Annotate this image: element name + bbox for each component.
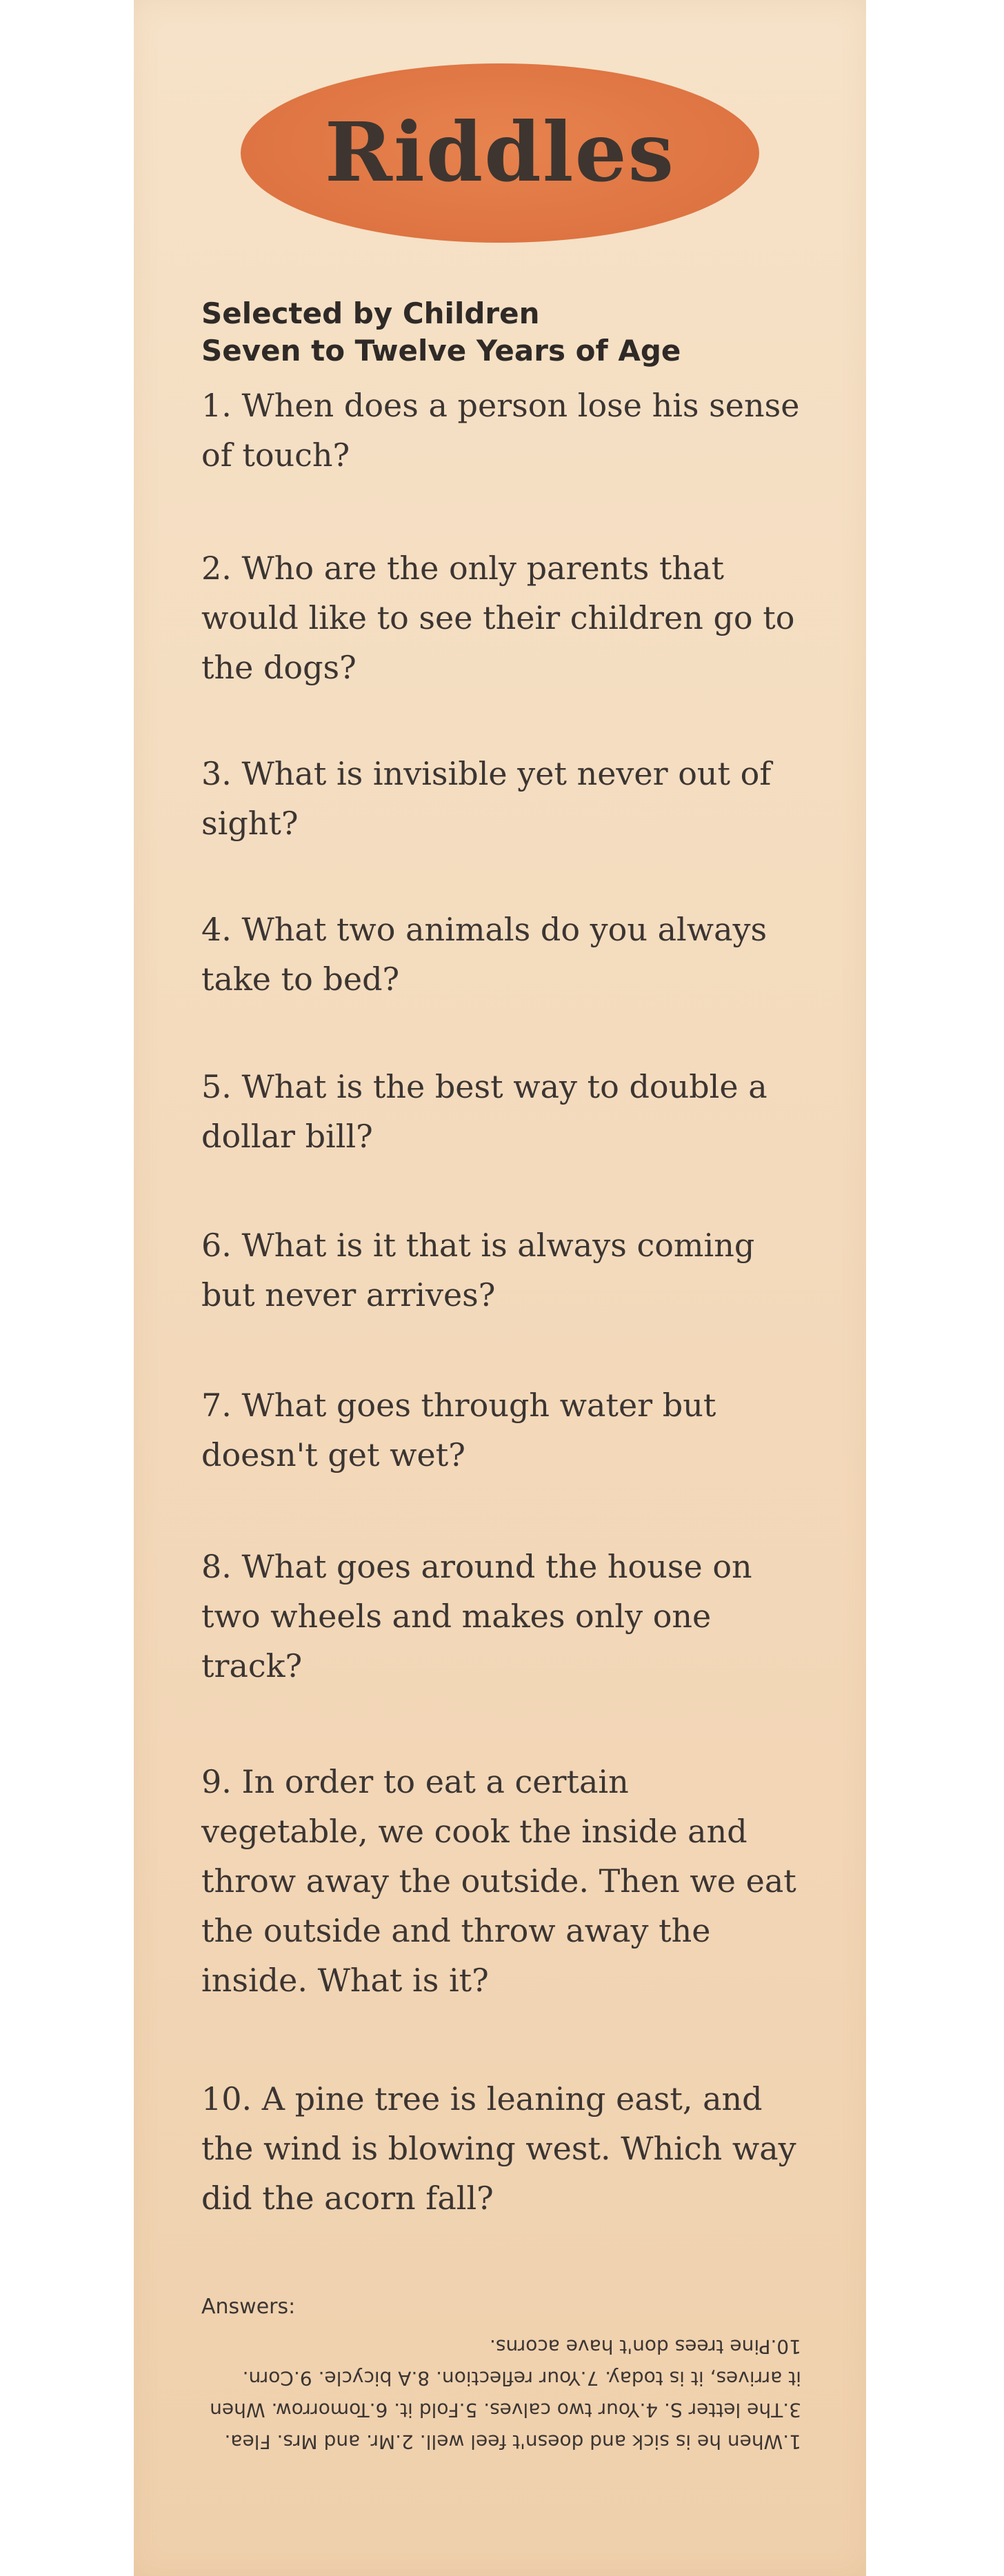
answers-label: Answers:	[201, 2295, 296, 2319]
riddle-1: 1. When does a person lose his sense of touch?	[201, 387, 800, 474]
riddle-6: 6. What is it that is always coming but never arrives?	[201, 1227, 755, 1314]
riddle-5: 5. What is the best way to double a dollar bill?	[201, 1068, 767, 1155]
title-oval	[241, 63, 759, 243]
subtitle: Selected by Children Seven to Twelve Years of Age	[201, 296, 681, 368]
riddle-3: 3. What is invisible yet never out of sight?	[201, 755, 772, 842]
riddle-7: 7. What goes through water but doesn't get wet?	[201, 1387, 716, 1473]
riddle-8: 8. What goes around the house on two wheels and makes only one track?	[201, 1548, 752, 1684]
riddle-10: 10. A pine tree is leaning east, and the wind is blowing west. Which way did the acorn fall?	[201, 2080, 796, 2217]
riddles-page	[134, 0, 866, 2576]
riddle-4: 4. What two animals do you always take to bed?	[201, 911, 767, 998]
riddle-9: 9. In order to eat a certain vegetable, we cook the inside and throw away the outside. Then we eat the outside and throw away the inside. What is it?	[201, 1763, 796, 1999]
answers-text-upside-down: 1.When he is sick and doesn't feel well. 2.Mr. and Mrs. Flea. 3.The letter S. 4.Your two calves. 5.Fold it. 6.Tomorrow. When it arrives, it is today. 7.Your reflection. 8.A bicycle. 9.Corn. 10.Pine trees don't have acorns.	[210, 2335, 801, 2453]
page-title: Riddles	[324, 103, 676, 200]
riddle-2: 2. Who are the only parents that would like to see their children go to the dogs?	[201, 550, 795, 686]
